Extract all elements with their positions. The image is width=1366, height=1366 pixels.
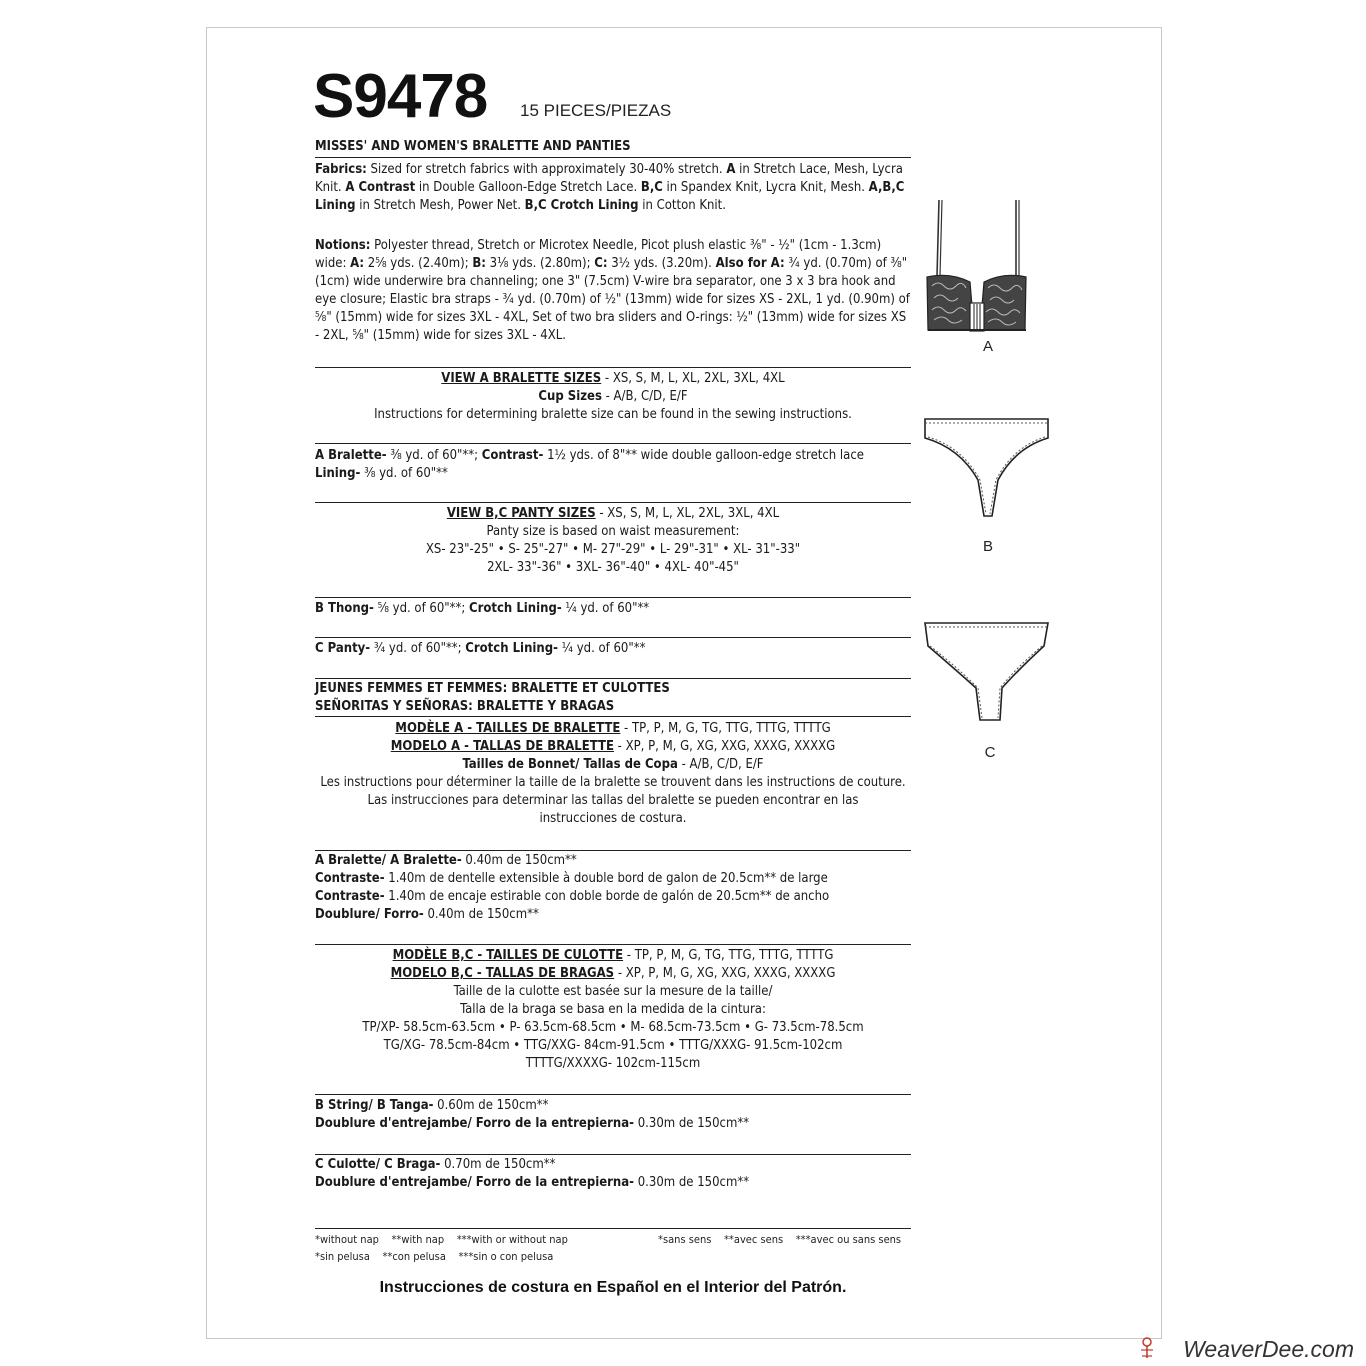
- notions-view: C:: [594, 256, 608, 271]
- yardage-value: ⅝ yd. of 60"**;: [373, 601, 470, 616]
- fabrics-text: Sized for stretch fabrics with approximately 30-40% stretch.: [366, 162, 727, 177]
- divider: [315, 944, 911, 945]
- panty-size-note: Panty size is based on waist measurement:: [486, 524, 740, 539]
- yardage-value: ¾ yd. of 60"**;: [370, 641, 466, 656]
- size-note-spanish: Las instrucciones para determinar las tallas del bralette se pueden encontrar en las: [367, 793, 859, 808]
- yardage-value: 0.30m de 150cm**: [634, 1175, 750, 1190]
- yardage-label: Contraste-: [315, 871, 385, 886]
- view-b-yardage: [315, 600, 911, 618]
- view-a-size-note: Instructions for determining bralette size can be found in the sewing instructions.: [374, 407, 852, 422]
- fabrics-text: in Cotton Knit.: [638, 198, 726, 213]
- notions-section: [315, 237, 911, 345]
- fabrics-text: in Stretch Lace, Mesh, Lycra Knit.: [315, 162, 903, 195]
- view-c-panty-illustration: [920, 618, 1060, 728]
- cup-sizes-list: - A/B, C/D, E/F: [601, 389, 688, 404]
- view-a-yardage: [315, 447, 911, 483]
- view-b-metric-yardage: [315, 1097, 911, 1133]
- divider: [315, 157, 911, 158]
- yardage-value: 0.60m de 150cm**: [433, 1098, 549, 1113]
- view-c-metric-yardage: [315, 1156, 911, 1192]
- yardage-label: C Culotte/ C Braga-: [315, 1157, 441, 1172]
- watermark-brand: WeaverDee.com: [1183, 1336, 1354, 1362]
- notions-view: Also for A:: [715, 256, 785, 271]
- fabrics-text: in Double Galloon-Edge Stretch Lace.: [415, 180, 641, 195]
- translation-titles: [315, 680, 911, 716]
- yardage-value: 0.30m de 150cm**: [634, 1116, 750, 1131]
- yardage-value: ¼ yd. of 60"**: [561, 601, 650, 616]
- view-c-label: C: [984, 744, 996, 761]
- view-bc-sizes: [315, 505, 911, 577]
- yardage-label: Lining-: [315, 466, 361, 481]
- fabrics-label: Fabrics:: [315, 162, 367, 177]
- modelo-bc-label-es: MODELO B,C - TALLAS DE BRAGAS: [390, 966, 615, 981]
- notions-text: 3½ yds. (3.20m).: [607, 256, 716, 271]
- divider: [315, 716, 911, 717]
- notions-text: 3⅛ yds. (2.80m);: [485, 256, 595, 271]
- modele-bc-label-fr: MODÈLE B,C - TAILLES DE CULOTTE: [392, 948, 624, 963]
- spool-logo-icon: [1136, 1336, 1158, 1360]
- fabrics-text: in Spandex Knit, Lycra Knit, Mesh.: [662, 180, 869, 195]
- yardage-value: ¼ yd. of 60"**: [557, 641, 646, 656]
- fabrics-text: in Stretch Mesh, Power Net.: [355, 198, 525, 213]
- yardage-value: ⅜ yd. of 60"**: [360, 466, 448, 481]
- divider: [315, 637, 911, 638]
- view-a-sizes-list: - XS, S, M, L, XL, 2XL, 3XL, 4XL: [601, 371, 785, 386]
- yardage-value: 1.40m de dentelle extensible à double bord de galon de 20.5cm** de large: [384, 871, 828, 886]
- divider: [315, 678, 911, 679]
- metric-waist-measurements: TG/XG- 78.5cm-84cm • TTG/XXG- 84cm-91.5cm • TTTG/XXXG- 91.5cm-102cm: [383, 1038, 843, 1053]
- modele-bc-sizes-fr: - TP, P, M, G, TG, TTG, TTTG, TTTTG: [623, 948, 834, 963]
- title-spanish: SEÑORITAS Y SEÑORAS: BRALETTE Y BRAGAS: [315, 699, 615, 714]
- waist-measurements: 2XL- 33"-36" • 3XL- 36"-40" • 4XL- 40"-45": [487, 560, 739, 575]
- divider: [315, 1154, 911, 1155]
- notions-view: A:: [350, 256, 365, 271]
- spanish-instructions-note: Instrucciones de costura en Español en el Interior del Patrón.: [379, 1279, 847, 1296]
- divider: [315, 597, 911, 598]
- cup-sizes-label: Cup Sizes: [538, 389, 602, 404]
- view-a-metric-yardage: [315, 852, 911, 924]
- pattern-title: MISSES' AND WOMEN'S BRALETTE AND PANTIES: [315, 139, 631, 154]
- modele-a-sizes-fr: - TP, P, M, G, TG, TTG, TTTG, TTTTG: [620, 721, 831, 736]
- fabrics-section: [315, 161, 911, 215]
- cup-sizes-list: - A/B, C/D, E/F: [677, 757, 764, 772]
- yardage-value: 0.40m de 150cm**: [423, 907, 539, 922]
- view-bc-sizes-label: VIEW B,C PANTY SIZES: [446, 506, 596, 521]
- view-b-thong-illustration: [920, 414, 1060, 524]
- divider: [315, 850, 911, 851]
- yardage-label: Contraste-: [315, 889, 385, 904]
- modele-bc-sizes: [315, 947, 911, 1073]
- pattern-code: S9478: [313, 62, 488, 131]
- title-french: JEUNES FEMMES ET FEMMES: BRALETTE ET CULOTTES: [315, 681, 670, 696]
- view-a-sizes-label: VIEW A BRALETTE SIZES: [441, 371, 602, 386]
- notions-text: 2⅝ yds. (2.40m);: [364, 256, 473, 271]
- waist-measurements: XS- 23"-25" • S- 25"-27" • M- 27"-29" • L- 29"-31" • XL- 31"-33": [425, 542, 801, 557]
- yardage-value: 0.40m de 150cm**: [461, 853, 577, 868]
- view-bc-sizes-list: - XS, S, M, L, XL, 2XL, 3XL, 4XL: [595, 506, 780, 521]
- divider: [315, 1094, 911, 1095]
- yardage-label: Doublure/ Forro-: [315, 907, 424, 922]
- fabrics-view: B,C Crotch Lining: [524, 198, 639, 213]
- metric-waist-measurements: TTTTG/XXXXG- 102cm-115cm: [525, 1056, 701, 1071]
- size-note-spanish: instrucciones de costura.: [539, 811, 687, 826]
- notions-view: B:: [472, 256, 486, 271]
- yardage-value: 1.40m de encaje estirable con doble borde de galón de 20.5cm** de ancho: [384, 889, 830, 904]
- modele-a-sizes: [315, 720, 911, 828]
- view-a-bralette-illustration: [920, 198, 1060, 338]
- view-a-label: A: [982, 338, 993, 355]
- divider: [315, 443, 911, 444]
- yardage-label: A Bralette-: [315, 448, 387, 463]
- footnote-french: *sans sens **avec sens ***avec ou sans sens: [658, 1233, 902, 1246]
- piece-count: 15 PIECES/PIEZAS: [520, 101, 672, 120]
- yardage-value: ⅜ yd. of 60"**;: [386, 448, 482, 463]
- view-c-yardage: [315, 640, 911, 658]
- modelo-bc-sizes-es: - XP, P, M, G, XG, XXG, XXXG, XXXXG: [614, 966, 836, 981]
- yardage-label: Contrast-: [481, 448, 544, 463]
- yardage-label: B String/ B Tanga-: [315, 1098, 434, 1113]
- size-note-french: Les instructions pour déterminer la taille de la bralette se trouvent dans les instructions de couture.: [320, 775, 906, 790]
- yardage-value: 1½ yds. of 8"** wide double galloon-edge stretch lace: [543, 448, 864, 463]
- footnote-spanish: *sin pelusa **con pelusa ***sin o con pelusa: [315, 1250, 554, 1263]
- yardage-label: A Bralette/ A Bralette-: [315, 853, 462, 868]
- yardage-label: Crotch Lining-: [469, 601, 562, 616]
- fabrics-view: A Contrast: [345, 180, 416, 195]
- modelo-a-label-es: MODELO A - TALLAS DE BRALETTE: [390, 739, 614, 754]
- yardage-label: Crotch Lining-: [465, 641, 558, 656]
- yardage-label: B Thong-: [315, 601, 374, 616]
- view-b-label: B: [982, 538, 993, 555]
- notions-text: ¾ yd. (0.70m) of ⅜" (1cm) wide underwire bra channeling; one 3" (7.5cm) V-wire bra separator, one 3 x 3 bra hook and eye closure; Elastic bra straps - ¾ yd. (0.70m) of ½" (13mm) wide for sizes XS - 2XL, 1 yd. (0.90m) of ⅝" (15mm) wide for sizes 3XL - 4XL, Set of two bra sliders and O-rings: ½" (13mm) wide for sizes XS - 2XL, ⅝" (15mm) wide for sizes 3XL - 4XL.: [315, 256, 910, 343]
- footnote-english: *without nap **with nap ***with or without nap: [315, 1233, 568, 1246]
- yardage-label: C Panty-: [315, 641, 371, 656]
- divider: [315, 367, 911, 368]
- notions-text: Polyester thread, Stretch or Microtex Needle, Picot plush elastic ⅜" - ½" (1cm - 1.3cm) wide:: [315, 238, 882, 271]
- fabrics-view: B,C: [640, 180, 663, 195]
- view-a-sizes: [315, 370, 911, 424]
- yardage-value: 0.70m de 150cm**: [440, 1157, 556, 1172]
- size-note-french: Taille de la culotte est basée sur la mesure de la taille/: [453, 984, 773, 999]
- modelo-a-sizes-es: - XP, P, M, G, XG, XXG, XXXG, XXXXG: [613, 739, 836, 754]
- size-note-spanish: Talla de la braga se basa en la medida de la cintura:: [460, 1002, 766, 1017]
- cup-sizes-label: Tailles de Bonnet/ Tallas de Copa: [462, 757, 678, 772]
- fabrics-view: A,B,C Lining: [315, 180, 905, 213]
- yardage-label: Doublure d'entrejambe/ Forro de la entrepierna-: [315, 1116, 635, 1131]
- divider: [315, 1228, 911, 1229]
- divider: [315, 502, 911, 503]
- metric-waist-measurements: TP/XP- 58.5cm-63.5cm • P- 63.5cm-68.5cm • M- 68.5cm-73.5cm • G- 73.5cm-78.5cm: [362, 1020, 864, 1035]
- modele-a-label-fr: MODÈLE A - TAILLES DE BRALETTE: [395, 721, 621, 736]
- notions-label: Notions:: [315, 238, 371, 253]
- yardage-label: Doublure d'entrejambe/ Forro de la entrepierna-: [315, 1175, 635, 1190]
- fabrics-view: A: [726, 162, 736, 177]
